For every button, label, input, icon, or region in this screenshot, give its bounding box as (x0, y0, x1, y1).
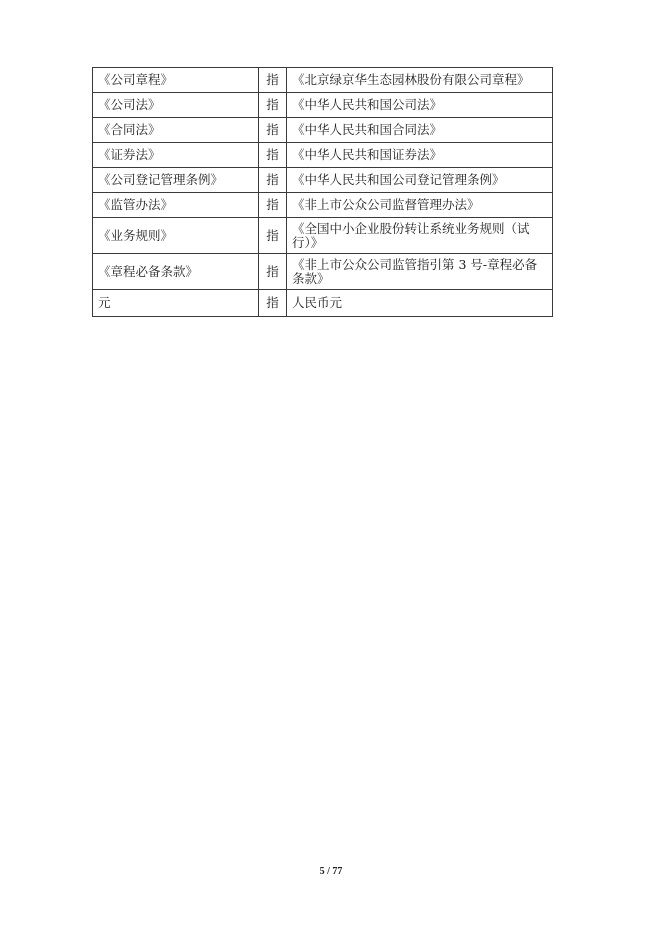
table-row (93, 290, 553, 317)
table-row (93, 193, 553, 218)
connector-cell: 指 (259, 93, 287, 118)
table-row (93, 254, 553, 290)
meaning-cell: 《非上市公众公司监管指引第 3 号-章程必备条款》 (287, 254, 553, 290)
meaning-cell: 《中华人民共和国证券法》 (287, 143, 553, 168)
meaning-cell: 《非上市公众公司监督管理办法》 (287, 193, 553, 218)
table-row (93, 93, 553, 118)
connector-cell: 指 (259, 143, 287, 168)
table-row (93, 118, 553, 143)
table-row (93, 143, 553, 168)
connector-cell: 指 (259, 193, 287, 218)
table-row (93, 218, 553, 254)
connector-cell: 指 (259, 218, 287, 254)
term-cell: 元 (93, 290, 259, 317)
page-number: 5 / 77 (319, 866, 343, 877)
meaning-cell: 《北京绿京华生态园林股份有限公司章程》 (287, 68, 553, 93)
connector-cell: 指 (259, 254, 287, 290)
connector-cell: 指 (259, 68, 287, 93)
term-cell: 《公司登记管理条例》 (93, 168, 259, 193)
term-cell: 《监管办法》 (93, 193, 259, 218)
table-row (93, 68, 553, 93)
connector-cell: 指 (259, 118, 287, 143)
term-cell: 《公司章程》 (93, 68, 259, 93)
term-cell: 《证券法》 (93, 143, 259, 168)
term-cell: 《公司法》 (93, 93, 259, 118)
definitions-table (92, 67, 553, 317)
connector-cell: 指 (259, 290, 287, 317)
meaning-cell: 《全国中小企业股份转让系统业务规则（试行）》 (287, 218, 553, 254)
term-cell: 《合同法》 (93, 118, 259, 143)
meaning-cell: 《中华人民共和国合同法》 (287, 118, 553, 143)
meaning-cell: 人民币元 (287, 290, 553, 317)
term-cell: 《章程必备条款》 (93, 254, 259, 290)
term-cell: 《业务规则》 (93, 218, 259, 254)
meaning-cell: 《中华人民共和国公司法》 (287, 93, 553, 118)
table-row (93, 168, 553, 193)
connector-cell: 指 (259, 168, 287, 193)
meaning-cell: 《中华人民共和国公司登记管理条例》 (287, 168, 553, 193)
